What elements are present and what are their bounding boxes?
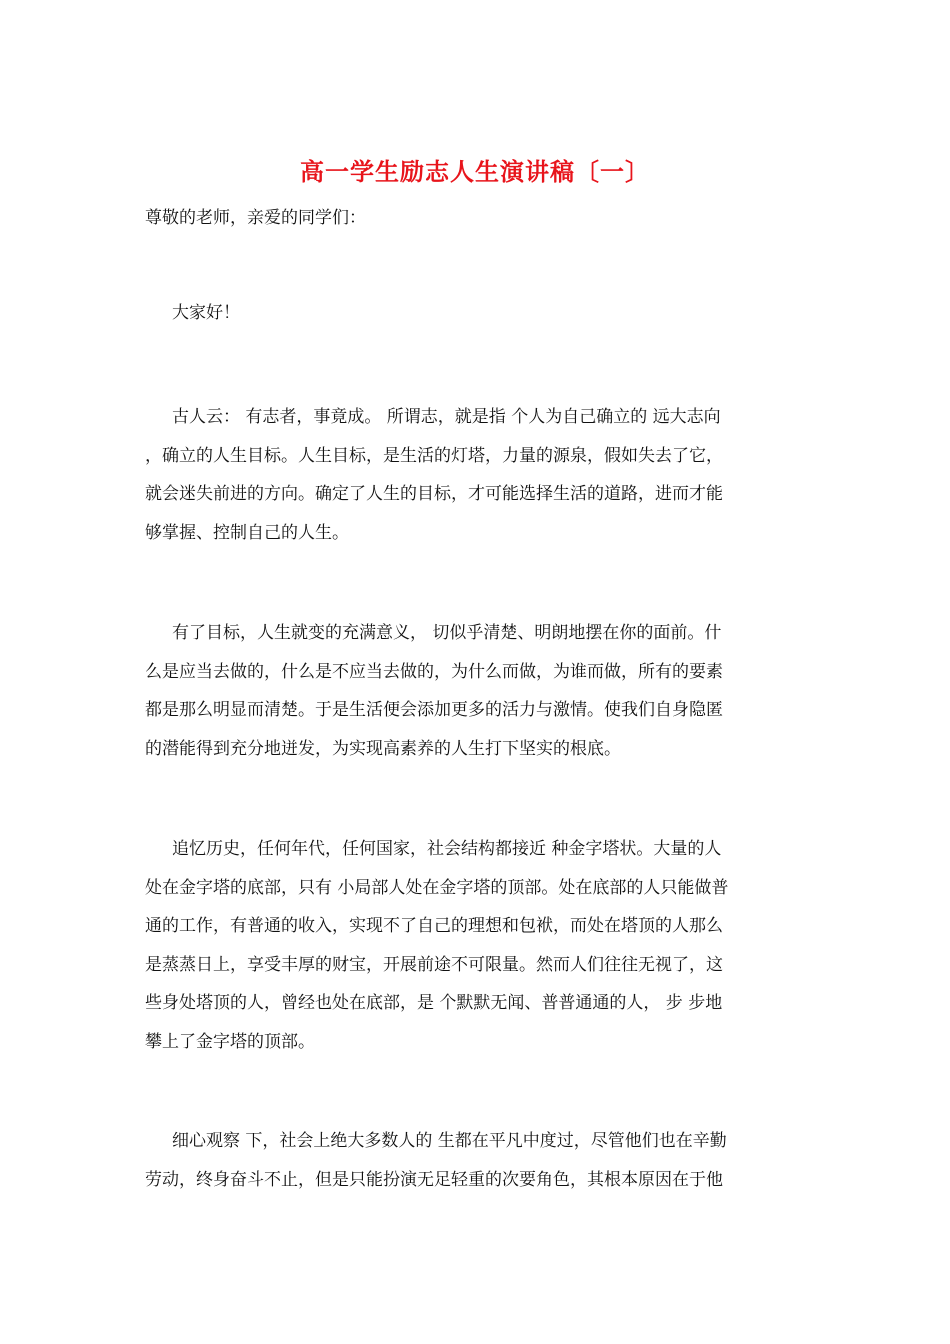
paragraph-line: 够掌握、控制自己的人生。 [145,522,349,543]
paragraph-line: 古人云： 有志者，事竟成。 所谓志，就是指 个人为自己确立的 远大志向 [172,407,721,427]
paragraph-greeting [145,294,805,333]
salutation: 尊敬的老师，亲爱的同学们： [145,208,366,228]
paragraph-line: 就会迷失前进的方向。确定了人生的目标，才可能选择生活的道路，进而才能 [145,484,723,504]
paragraph-ambition [145,398,805,552]
paragraph-history [145,830,805,1061]
paragraph-observation [145,1122,805,1199]
paragraph-line: 大家好！ [172,303,240,323]
paragraph-line: 都是那么明显而清楚。于是生活便会添加更多的活力与激情。使我们自身隐匿 [145,700,723,720]
paragraph-line: 的潜能得到充分地迸发，为实现高素养的人生打下坚实的根底。 [145,738,621,759]
paragraph-line: 么是应当去做的，什么是不应当去做的，为什么而做，为谁而做，所有的要素 [145,661,723,682]
paragraph-line: 是蒸蒸日上，享受丰厚的财宝，开展前途不可限量。然而人们往往无视了，这 [145,954,723,975]
paragraph-line: 处在金字塔的底部，只有 小局部人处在金字塔的顶部。处在底部的人只能做普 [145,877,729,898]
paragraph-line: 劳动，终身奋斗不止，但是只能扮演无足轻重的次要角色，其根本原因在于他 [145,1169,723,1190]
paragraph-line: 些身处塔顶的人，曾经也处在底部，是 个默默无闻、普普通通的人， 步 步地 [145,993,723,1013]
paragraph-line: ，确立的人生目标。人生目标，是生活的灯塔，力量的源泉，假如失去了它， [145,445,723,466]
paragraph-goals [145,614,805,768]
document-title: 高一学生励志人生演讲稿〔一〕 [300,157,650,186]
paragraph-line: 细心观察 下，社会上绝大多数人的 生都在平凡中度过，尽管他们也在辛勤 [172,1131,727,1151]
paragraph-line: 通的工作，有普通的收入，实现不了自己的理想和包袱，而处在塔顶的人那么 [145,916,723,936]
paragraph-line: 攀上了金字塔的顶部。 [145,1031,315,1052]
paragraph-line: 追忆历史，任何年代，任何国家，社会结构都接近 种金字塔状。大量的人 [172,839,722,859]
paragraph-line: 有了目标，人生就变的充满意义， 切似乎清楚、明朗地摆在你的面前。什 [172,623,722,643]
